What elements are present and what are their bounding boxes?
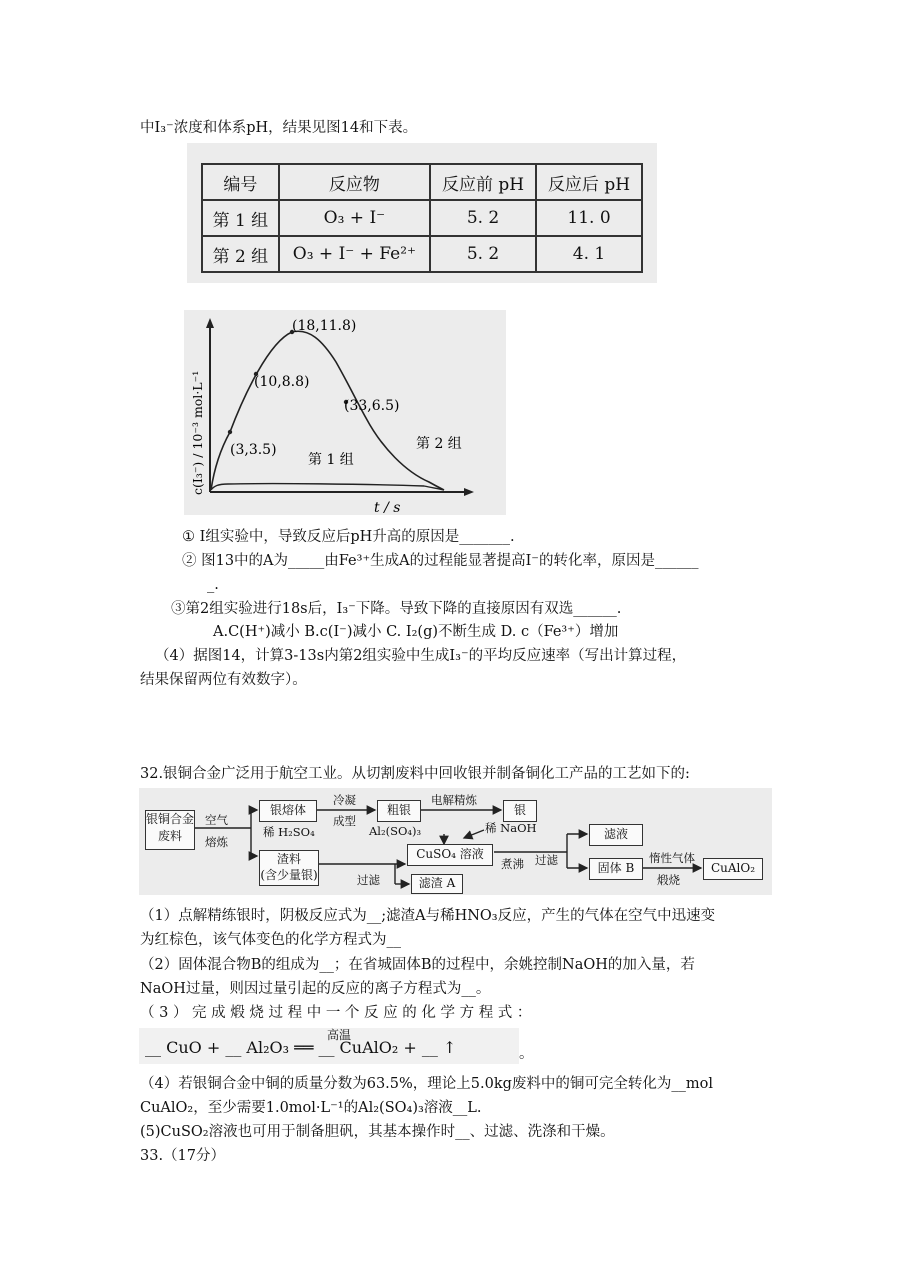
reaction-table [201,163,643,273]
flow-residue-a-box: 滤渣 A [411,874,463,894]
flow-slag-box [259,850,319,886]
p32-question-1-cont: 为红棕色，该气体变色的化学方程式为__ [140,932,401,948]
flow-product-box: CuAlO₂ [703,858,763,880]
problem-32-title: 32.银铜合金广泛用于航空工业。从切割废料中回收银并制备铜化工产品的工艺如下的: [140,766,690,782]
series-label-group-1: 第 1 组 [308,452,354,468]
point-label: (10,8.8) [254,374,310,390]
p32-question-5: (5)CuSO₂溶液也可用于制备胆矾，其基本操作时__、过滤、洗涤和干燥。 [140,1124,615,1140]
p32-question-2-cont: NaOH过量，则因过量引起的反应的离子方程式为__。 [140,981,491,997]
flow-silver-box: 银 [503,800,537,822]
table-cell: 第 2 组 [202,236,279,272]
flow-label-inert: 惰性气体 [649,851,695,865]
flow-label-calc: 煅烧 [657,873,680,887]
flow-slag-label: 渣料 [276,852,301,866]
y-axis-arrow [206,318,214,328]
flow-slag-sub: (含少量银) [260,868,318,882]
process-flowchart [139,788,772,895]
p32-question-3: （ 3 ） 完 成 煅 烧 过 程 中 一 个 反 应 的 化 学 方 程 式 ： [140,1005,532,1021]
question-2: ② 图13中的A为_____由Fe³⁺生成A的过程能显著提高Ⅰ⁻的转化率，原因是______ [182,553,699,569]
equation-image [139,1028,519,1064]
p32-question-1: （1）点解精练银时，阴极反应式为__;滤渣A与稀HNO₃反应，产生的气体在空气中迅速变 [140,908,716,924]
question-3-options: A.C(H⁺)减小 B.c(Ⅰ⁻)减小 C. Ⅰ₂(g)不断生成 D. c（Fe³⁺）增加 [213,624,619,640]
table-header-row [202,164,642,200]
x-axis-label: t / s [374,500,401,515]
flow-label-refine: 电解精炼 [431,793,477,807]
table-cell: 第 1 组 [202,200,279,236]
table-row [202,236,642,272]
flow-crude-box: 粗银 [377,800,421,822]
flow-label-acid: 稀 H₂SO₄ [263,825,315,839]
p32-question-2: （2）固体混合物B的组成为__；在省城固体B的过程中，余姚控制NaOH的加入量，若 [140,957,695,973]
flow-label-filter1: 过滤 [357,873,380,887]
table-header: 反应后 pH [536,164,642,200]
table-row [202,200,642,236]
question-4-cont: 结果保留两位有效数字）。 [140,672,307,688]
equation-condition: 高温 [327,1028,352,1042]
flow-label-air: 空气 [205,813,228,827]
series-group-1-line [211,484,444,490]
point-label: (33,6.5) [344,398,400,414]
table-cell: O₃ + I⁻ [279,200,430,236]
point-label: (3,3.5) [230,442,277,458]
flow-melt-box: 银熔体 [259,800,317,822]
series-label-group-2: 第 2 组 [416,436,462,452]
table-cell: 11. 0 [536,200,642,236]
question-1: ① Ⅰ组实验中，导致反应后pH升高的原因是_______. [182,529,515,545]
y-axis-label: c(I₃⁻) / 10⁻³ mol·L⁻¹ [190,370,205,495]
table-header: 反应前 pH [430,164,536,200]
table-header: 编号 [202,164,279,200]
equation-end: 。 [519,1046,534,1062]
table-cell: O₃ + I⁻ + Fe²⁺ [279,236,430,272]
flow-cuso4-box: CuSO₄ 溶液 [407,844,493,866]
table-cell: 5. 2 [430,200,536,236]
x-axis-arrow [464,488,474,496]
flow-start-box: 银铜合金废料 [145,810,195,850]
intro-line: 中Ⅰ₃⁻浓度和体系pH，结果见图14和下表。 [140,120,418,136]
flow-filtrate-box: 滤液 [589,824,643,846]
flow-label-al: Al₂(SO₄)₃ [369,824,422,838]
point-label: (18,11.8) [292,318,357,334]
p32-question-4-cont: CuAlO₂，至少需要1.0mol·L⁻¹的Al₂(SO₄)₃溶液__L. [140,1100,482,1116]
data-point [228,430,232,434]
flow-label-boil: 煮沸 [501,857,524,871]
problem-33-title: 33.（17分） [140,1148,226,1164]
p32-question-4: （4）若银铜合金中铜的质量分数为63.5%，理论上5.0kg废料中的铜可完全转化为__mol [140,1076,714,1092]
flow-label-cond2: 成型 [333,814,356,828]
equation-body: __ CuO + __ Al₂O₃ ══ __ CuAlO₂ + __ ↑ [145,1038,457,1057]
table-cell: 4. 1 [536,236,642,272]
table-cell: 5. 2 [430,236,536,272]
flow-label-naoh: 稀 NaOH [485,821,537,835]
figure-14 [184,310,506,515]
question-2-cont: _. [207,577,219,593]
table-image [187,143,657,283]
flow-label-cond1: 冷凝 [333,793,356,807]
concentration-chart [184,310,506,515]
question-3: ③第2组实验进行18s后，Ⅰ₃⁻下降。导致下降的直接原因有双选______. [171,601,622,617]
flow-label-smelt: 熔炼 [205,835,228,849]
question-4: （4）据图14，计算3-13s内第2组实验中生成Ⅰ₃⁻的平均反应速率（写出计算过程， [155,648,687,664]
table-header: 反应物 [279,164,430,200]
flow-solid-b-box: 固体 B [589,858,643,880]
flow-label-filter2: 过滤 [535,853,558,867]
